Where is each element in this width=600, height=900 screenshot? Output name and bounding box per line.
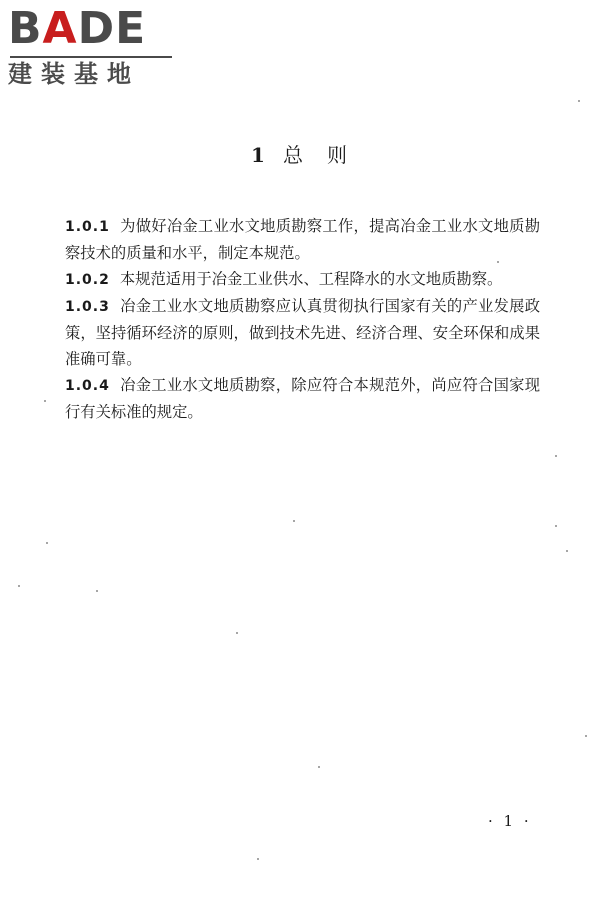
scan-speck	[555, 525, 557, 527]
clause-1-0-3	[65, 293, 540, 372]
scan-speck	[578, 100, 580, 102]
scan-speck	[566, 550, 568, 552]
clause-text: 为做好冶金工业水文地质勘察工作，提高冶金工业水文地质勘察技术的质量和水平，制定本规范。	[65, 217, 540, 262]
scan-speck	[293, 520, 295, 522]
scan-speck	[96, 590, 98, 592]
scan-speck	[257, 858, 259, 860]
chapter-title: 总 则	[282, 143, 349, 167]
clause-list	[65, 213, 540, 425]
scan-speck	[44, 400, 46, 402]
scan-speck	[236, 632, 238, 634]
clause-number: 1.0.3	[65, 299, 110, 315]
page-number: · 1 ·	[488, 812, 532, 830]
clause-1-0-1	[65, 213, 540, 266]
scan-speck	[318, 766, 320, 768]
chapter-heading	[0, 141, 600, 169]
logo-wordmark	[8, 3, 147, 54]
scan-speck	[18, 585, 20, 587]
clause-number: 1.0.1	[65, 219, 110, 235]
clause-number: 1.0.2	[65, 272, 110, 288]
scan-speck	[585, 735, 587, 737]
clause-1-0-4	[65, 372, 540, 425]
clause-text: 冶金工业水文地质勘察应认真贯彻执行国家有关的产业发展政策，坚持循环经济的原则，做到技术先进、经济合理、安全环保和成果准确可靠。	[65, 297, 540, 368]
chapter-number: 1	[251, 143, 267, 167]
clause-1-0-2	[65, 266, 540, 293]
clause-text: 本规范适用于冶金工业供水、工程降水的水文地质勘察。	[119, 270, 503, 288]
scan-speck	[497, 261, 499, 263]
logo-letters-de: DE	[77, 3, 147, 54]
logo-divider	[10, 56, 172, 58]
logo-chinese-name: 建装基地	[8, 60, 140, 88]
scan-speck	[46, 542, 48, 544]
logo-letter-b: B	[8, 3, 43, 54]
clause-text: 冶金工业水文地质勘察，除应符合本规范外，尚应符合国家现行有关标准的规定。	[65, 376, 540, 421]
logo-letter-a: A	[42, 3, 78, 54]
scan-speck	[555, 455, 557, 457]
bade-logo	[8, 3, 178, 88]
clause-number: 1.0.4	[65, 378, 110, 394]
